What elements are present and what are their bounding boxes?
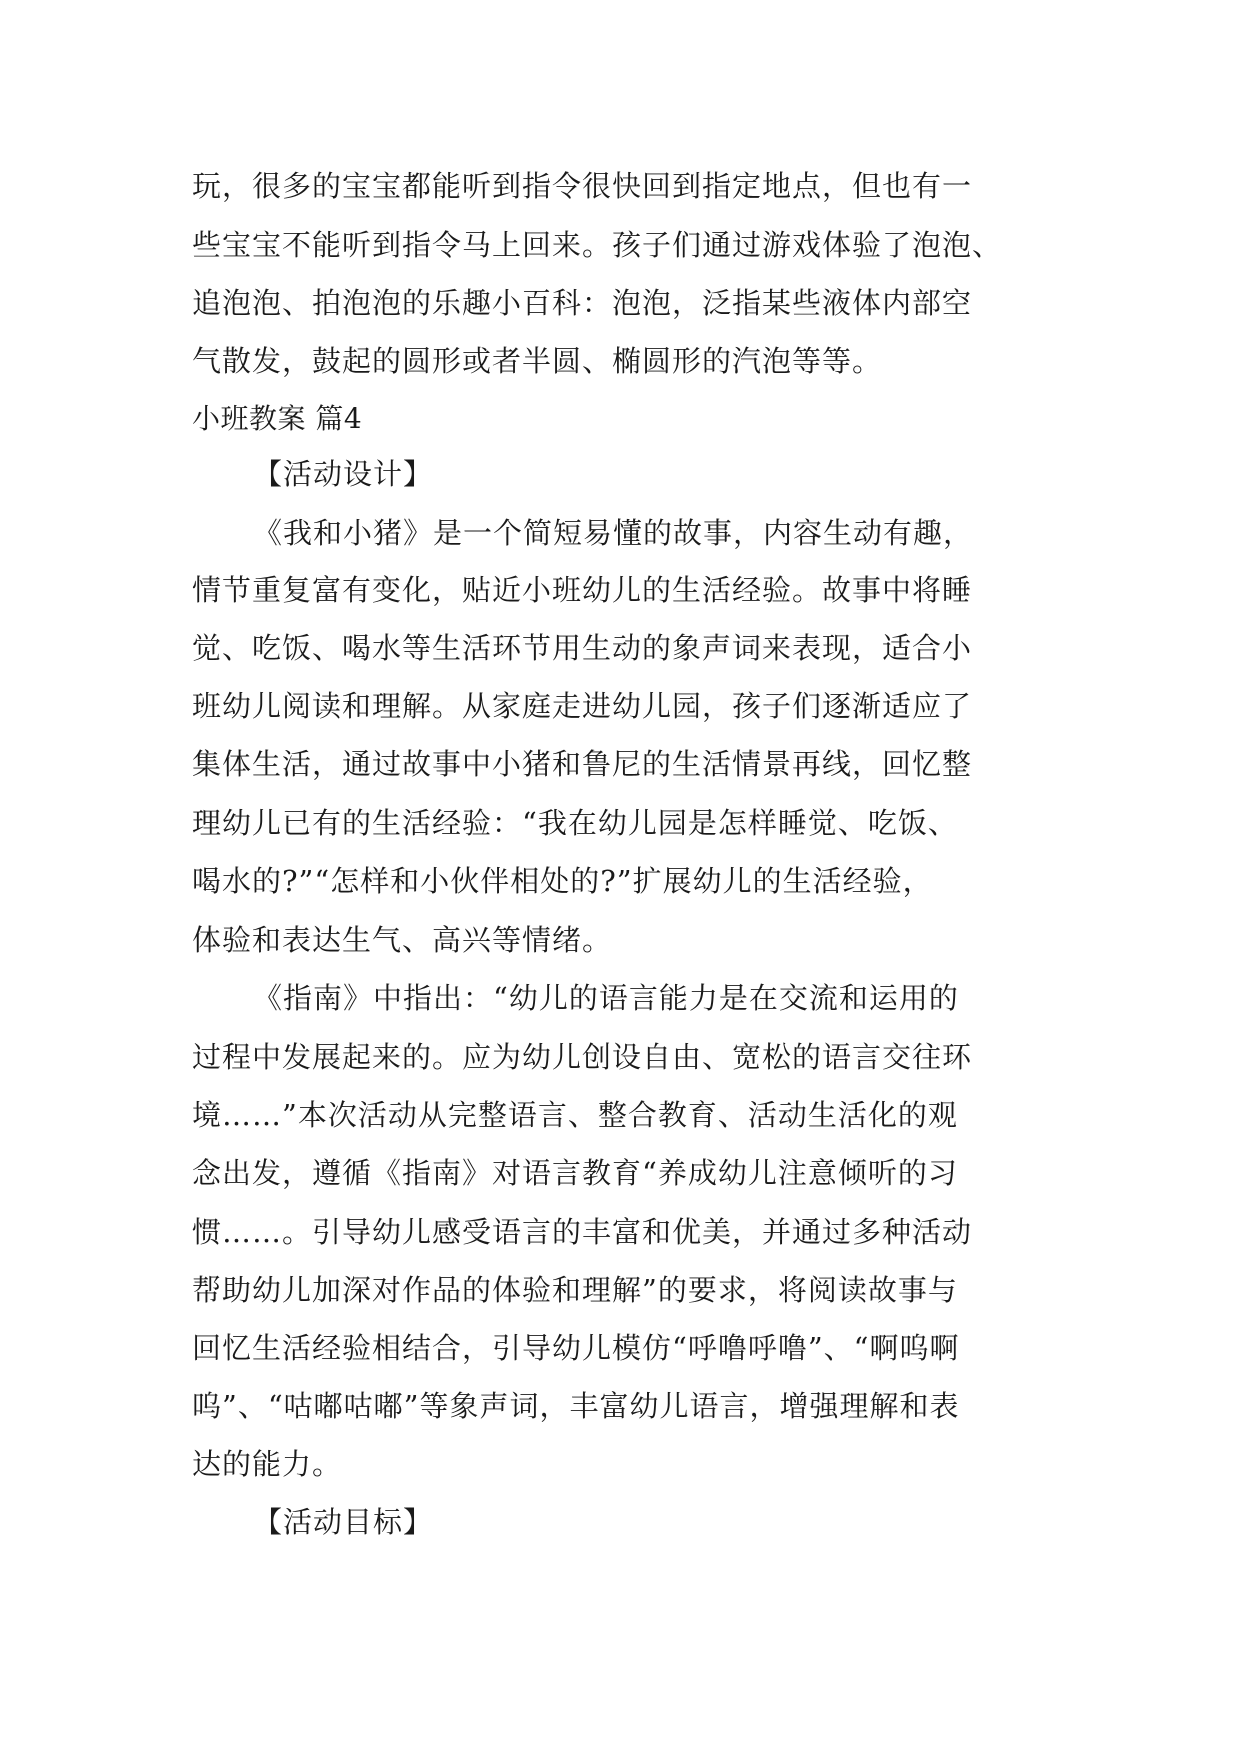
body-text-line: 呜”、“咕嘟咕嘟”等象声词，丰富幼儿语言，增强理解和表 (192, 1389, 960, 1423)
section-heading-activity-goals: 【活动目标】 (253, 1505, 434, 1539)
body-text-line: 集体生活，通过故事中小猪和鲁尼的生活情景再线，回忆整 (192, 747, 973, 781)
body-text-line: 班幼儿阅读和理解。从家庭走进幼儿园，孩子们逐渐适应了 (192, 689, 973, 723)
body-text-line: 觉、吃饭、喝水等生活环节用生动的象声词来表现，适合小 (192, 631, 973, 665)
body-text-line: 念出发，遵循《指南》对语言教育“养成幼儿注意倾听的习 (192, 1156, 958, 1190)
body-text-line: 达的能力。 (192, 1447, 343, 1481)
body-text-line: 体验和表达生气、高兴等情绪。 (192, 923, 613, 957)
body-text-line: 喝水的?”“怎样和小伙伴相处的?”扩展幼儿的生活经验， (192, 864, 933, 898)
body-text-line: 玩，很多的宝宝都能听到指令很快回到指定地点，但也有一 (192, 169, 973, 203)
body-text-line: 过程中发展起来的。应为幼儿创设自由、宽松的语言交往环 (192, 1040, 973, 1074)
body-text-line: 些宝宝不能听到指令马上回来。孩子们通过游戏体验了泡泡、 (192, 228, 1003, 262)
section-title: 小班教案 篇4 (192, 402, 363, 435)
body-text-line: 追泡泡、拍泡泡的乐趣小百科：泡泡，泛指某些液体内部空 (192, 286, 973, 320)
body-text-line: 情节重复富有变化，贴近小班幼儿的生活经验。故事中将睡 (192, 573, 973, 607)
section-heading-activity-design: 【活动设计】 (253, 457, 434, 491)
paragraph-first-line: 《我和小猪》是一个简短易懂的故事，内容生动有趣， (253, 516, 974, 550)
body-text-line: 境……”本次活动从完整语言、整合教育、活动生活化的观 (192, 1098, 958, 1132)
body-text-line: 回忆生活经验相结合，引导幼儿模仿“呼噜呼噜”、“啊呜啊 (192, 1331, 960, 1365)
body-text-line: 帮助幼儿加深对作品的体验和理解”的要求，将阅读故事与 (192, 1273, 958, 1307)
body-text-line: 理幼儿已有的生活经验：“我在幼儿园是怎样睡觉、吃饭、 (192, 806, 958, 840)
body-text-line: 惯……。引导幼儿感受语言的丰富和优美，并通过多种活动 (192, 1215, 973, 1249)
body-text-line: 气散发，鼓起的圆形或者半圆、椭圆形的汽泡等等。 (192, 344, 883, 378)
paragraph-first-line: 《指南》中指出：“幼儿的语言能力是在交流和运用的 (253, 981, 959, 1015)
